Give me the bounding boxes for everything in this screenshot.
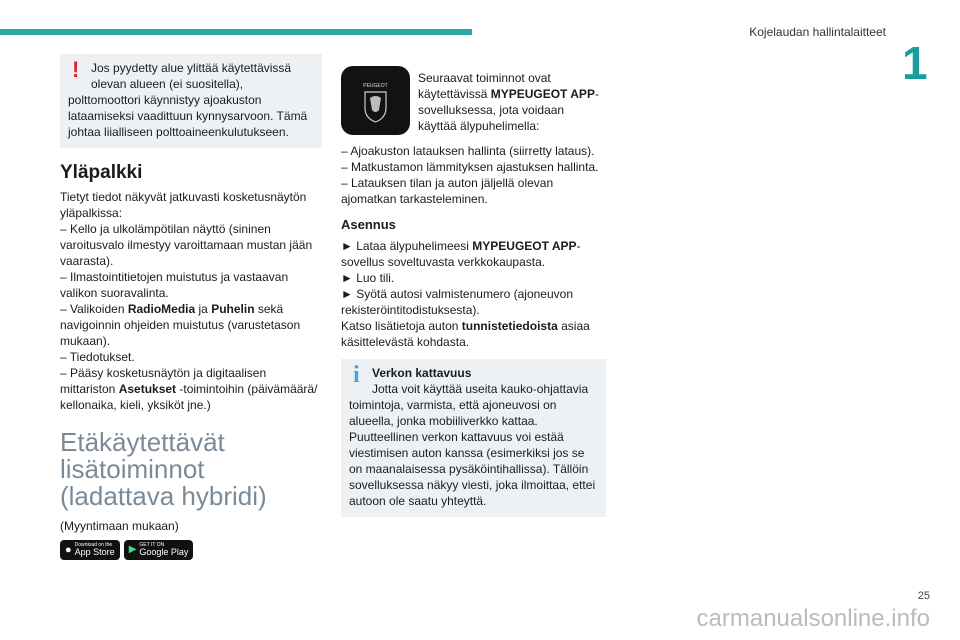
warning-icon: ! [72,57,80,82]
ylapalkki-item [60,301,322,349]
install-note [341,318,606,350]
store-badges [60,540,322,560]
text: asiaa käsittelevästä kohdasta. [341,319,590,349]
text: -sovelluksessa, jota voidaan käyttää älypuhelimella: [418,87,599,133]
app-store-badge[interactable] [60,540,120,560]
text: Verkon kattavuus [372,366,472,380]
apple-icon: ● [65,544,72,556]
info-rest: toimintoja, varmista, että ajoneuvosi on alueella, jonka mobiiliverkko kattaa. Puutteellinen verkon kattavuus voi estää viestimisen auton kanssa (esimerkiksi jos se on maanalaisessa pysäköintihallissa). Tällöin sovelluksessa näkyy viesti, joka ilmoittaa, ettei autoon ole saatu yhteyttä. [349,398,596,508]
install-step: ► Luo tili. [341,271,395,285]
text: – Valikoiden [60,302,128,316]
chapter-number: 1 [902,37,928,89]
remote-note: (Myyntimaan mukaan) [60,519,179,533]
reference: tunnistetiedoista [461,319,558,333]
peugeot-app-logo [341,66,410,135]
badge-text [75,543,115,557]
text: -toimintoihin (päivämäärä/ kellonaika, kieli, yksiköt jne.) [60,382,318,412]
menu-name: RadioMedia [127,302,196,316]
text: -sovellus soveltuvasta verkkokaupasta. [341,239,581,269]
warning-line1: Jos pyydetty alue ylittää käytettävissä [91,61,292,75]
ylapalkki-item: – Tiedotukset. [60,350,135,364]
text: – Pääsy kosketusnäytön ja digitaalisen mittariston [60,366,267,396]
info-icon: i [353,362,360,388]
ylapalkki-item: – Ilmastointitietojen muistutus ja vastaavan valikon suoravalinta. [60,270,289,300]
install-step: ► Syötä autosi valmistenumero (ajoneuvon rekisteröintitodistuksesta). [341,287,573,317]
badge-big: Google Play [139,547,189,557]
play-icon: ▶ [128,544,137,555]
google-play-badge[interactable] [124,540,194,560]
text: ► Lataa älypuhelimeesi [341,239,473,253]
app-name: MYPEUGEOT APP [472,239,577,253]
info-line1: Jotta voit käyttää useita kauko-ohjattavia [372,382,589,396]
ylapalkki-item: – Kello ja ulkolämpötilan näyttö (sininen varoitusvalo ilmestyy varoittamaan mustan jään vaarasta). [60,222,313,268]
heading-ylapalkki: Yläpalkki [60,162,143,183]
lion-emblem-icon [341,66,410,135]
ylapalkki-intro: Tietyt tiedot näkyvät jatkuvasti kosketusnäytön yläpalkissa: [60,190,307,220]
menu-name: Puhelin [211,302,255,316]
section-title: Kojelaudan hallintalaitteet [749,25,886,39]
ylapalkki-item [60,365,322,413]
warning-box [60,54,322,148]
left-column [60,54,322,560]
text: sekä navigoinnin ohjeiden muistutus (varustetason mukaan). [60,302,301,348]
info-title [372,365,598,381]
watermark: carmanualsonline.info [696,605,930,632]
page-number: 25 [917,590,930,602]
app-feature: – Matkustamon lämmityksen ajastuksen hallinta. [341,160,599,174]
app-feature: – Ajoakuston latauksen hallinta (siirretty lataus). [341,144,595,158]
badge-small: Download on the [74,542,113,548]
heading-remote-functions: Etäkäytettävät lisätoiminnot (ladattava hybridi) [60,427,267,511]
logo-text: PEUGEOT [363,83,388,89]
info-box [341,359,606,517]
app-name: MYPEUGEOT APP [490,87,595,101]
app-feature: – Latauksen tilan ja auton jäljellä olevan ajomatkan tarkasteleminen. [341,176,554,206]
heading-asennus: Asennus [341,217,396,232]
badge-small: GET IT ON [139,542,165,548]
app-intro [418,70,604,134]
warning-line2: olevan alueen (ei suositella), [91,77,244,91]
warning-rest: polttomoottori käynnistyy ajoakuston lataamiseksi vaadittuun kynnysarvoon. Tämä johtaa liialliseen polttoaineenkulutukseen. [68,93,308,139]
install-step [341,238,606,270]
text: Seuraavat toiminnot ovat käytettävissä [418,71,551,101]
text: Katso lisätietoja auton [341,319,462,333]
text: ja [195,302,212,316]
menu-name: Asetukset [118,382,177,396]
badge-big: App Store [74,547,115,557]
right-column [341,143,606,517]
header-accent-bar [0,29,472,35]
badge-text [139,543,188,557]
